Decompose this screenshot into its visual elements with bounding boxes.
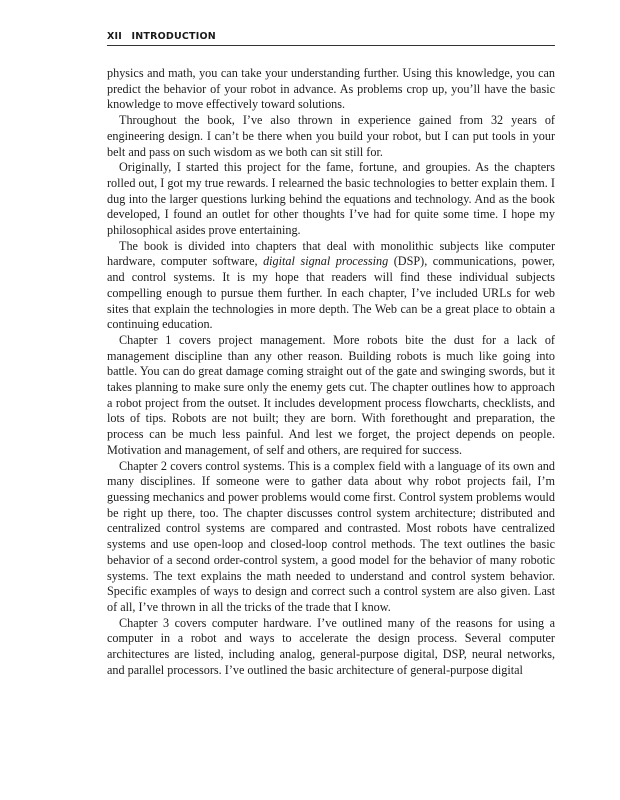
- paragraph-7: Chapter 3 covers computer hardware. I’ve outlined many of the reasons for using a computer in a robot and ways to accelerate the design process. Several computer architectures are listed, including analog, general-purpose digital, DSP, neural networks, and parallel processors. I’ve outlined the basic architecture of general-purpose digital: [107, 615, 555, 677]
- section-title: INTRODUCTION: [131, 31, 216, 42]
- paragraph-4-lead: The book is divided into chapters that deal with monolithic subjects like computer hardware, computer software,: [107, 238, 555, 269]
- paragraph-1: physics and math, you can take your understanding further. Using this knowledge, you can predict the behavior of your robot in advance. As problems crop up, you’ll have the basic knowledge to move effectively toward solutions.: [107, 66, 555, 112]
- paragraph-5: Chapter 1 covers project management. More robots bite the dust for a lack of management discipline than any other reason. Building robots is much like going into battle. You can do great damage coming straight out of the gate and swinging swords, but it takes planning to make sure only the enemy gets cut. The chapter outlines how to approach a robot project from the outset. It includes development process flowcharts, checklists, and lots of tips. Robots are not built; they are born. With forethought and preparation, the process can be much less painful. And lest we forget, the project depends on people. Motivation and management, of self and others, are required for success.: [107, 332, 555, 457]
- paragraph-3: Originally, I started this project for the fame, fortune, and groupies. As the chapters rolled out, I got my true rewards. I relearned the basic technologies to better explain them. I dug into the larger questions lurking behind the equations and technology. And as the book developed, I found an outlet for other thoughts I’ve had for quite some time. I hope my philosophical asides prove entertaining.: [107, 160, 555, 238]
- header-rule: [107, 45, 555, 46]
- dsp-term: digital signal processing: [263, 254, 389, 269]
- running-head: [107, 31, 216, 43]
- body-text: [107, 66, 555, 678]
- paragraph-4: [107, 239, 555, 333]
- page-number: XII: [107, 31, 122, 42]
- paragraph-4-tail: (DSP), communications, power, and control systems. It is my hope that readers will find these individual subjects compelling enough to pursue them further. In each chapter, I’ve included URLs for web sites that explain the technologies in more depth. The Web can be a great place to obtain a continuing education.: [107, 254, 555, 332]
- paragraph-2: Throughout the book, I’ve also thrown in experience gained from 32 years of engineering design. I can’t be there when you build your robot, but I can put tools in your belt and pass on such wisdom as we both can sit still for.: [107, 113, 555, 159]
- paragraph-6: Chapter 2 covers control systems. This is a complex field with a language of its own and many disciplines. If someone were to gather data about why robot projects fail, I’m guessing mechanics and power problems would come first. Control system problems would be right up there, too. The chapter discusses control system architecture; distributed and centralized control systems are compared and contrasted. Most robots have centralized systems and use open-loop and closed-loop control methods. The text outlines the basic behavior of a second order-control system, a good model for the behavior of many robotic systems. The text explains the math needed to understand and control system behavior. Specific examples of ways to design and correct such a control system are also given. Last of all, I’ve thrown in all the tricks of the trade that I know.: [107, 458, 555, 614]
